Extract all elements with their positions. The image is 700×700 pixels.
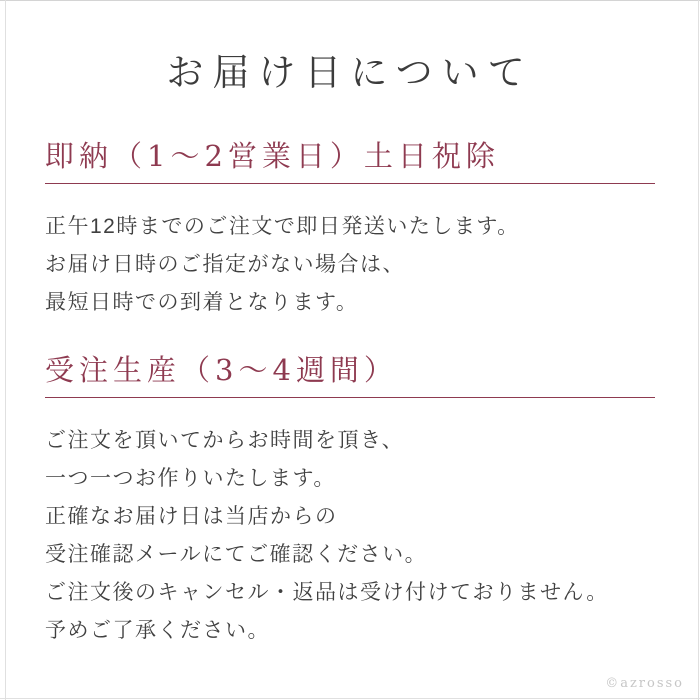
body-text-line: 正確なお届け日は当店からの (45, 505, 338, 529)
section-heading-immediate-shipping: 即納（1〜2営業日）土日祝除 (45, 138, 655, 184)
body-text-line: 受注確認メールにてご確認ください。 (45, 543, 428, 567)
body-text-line: ご注文後のキャンセル・返品は受け付けておりません。 (45, 581, 609, 605)
body-text-line: 一つ一つお作りいたします。 (45, 467, 336, 491)
body-text-line: ご注文を頂いてからお時間を頂き、 (45, 429, 405, 453)
page-title: お届け日について (166, 51, 534, 94)
section-made-to-order (45, 352, 655, 650)
section-immediate-shipping (45, 138, 655, 322)
section-body-made-to-order (45, 422, 655, 650)
section-body-immediate-shipping (45, 208, 655, 322)
section-heading-made-to-order: 受注生産（3〜4週間） (45, 352, 655, 398)
body-text-line: 最短日時での到着となります。 (45, 291, 359, 315)
body-text-line: 予めご了承ください。 (45, 619, 270, 643)
copyright-watermark: ©azrosso (605, 676, 684, 691)
body-text-line: 正午12時までのご注文で即日発送いたします。 (45, 215, 520, 239)
body-text-line: お届け日時のご指定がない場合は、 (45, 253, 405, 277)
